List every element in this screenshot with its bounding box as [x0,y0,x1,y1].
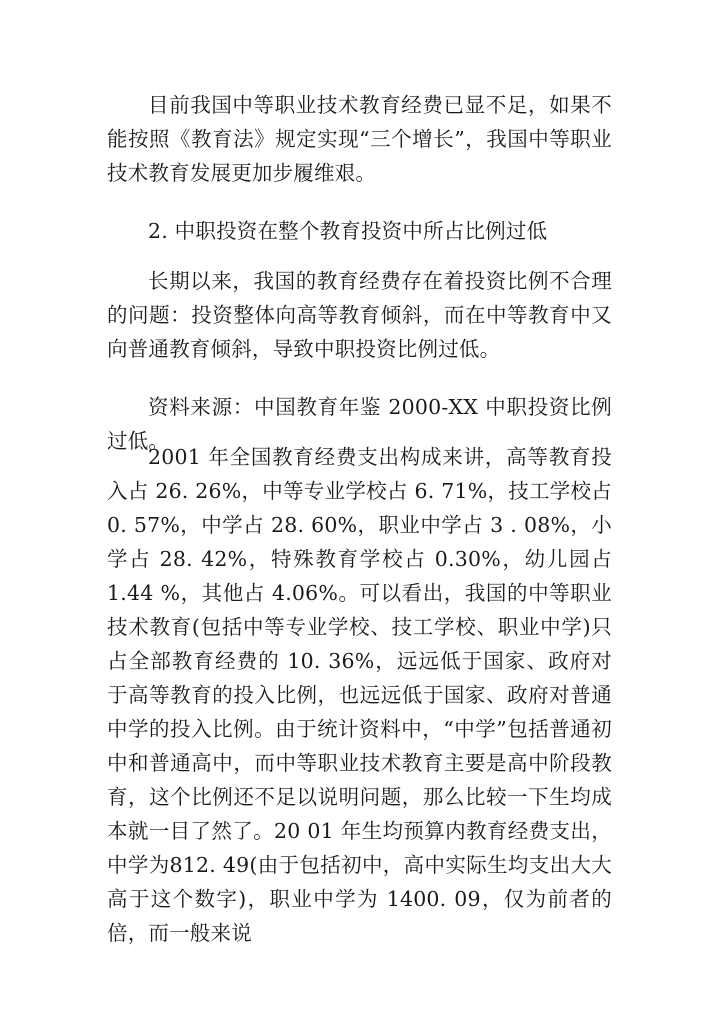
section-heading: 2. 中职投资在整个教育投资中所占比例过低 [148,219,548,243]
paragraph-data-source: 资料来源：中国教育年鉴 2000-XX 中职投资比例过低。 [107,395,612,453]
paragraph-funding-shortage: 目前我国中等职业技术教育经费已显不足，如果不能按照《教育法》规定实现“三个增长”，我国中等职业技术教育发展更加步履维艰。 [107,93,612,185]
paragraph-investment-ratio: 长期以来，我国的教育经费存在着投资比例不合理的问题：投资整体向高等教育倾斜，而在中等教育中又向普通教育倾斜，导致中职投资比例过低。 [107,269,612,361]
paragraph-expenditure-2001: 2001 年全国教育经费支出构成来讲，高等教育投入占 26. 26%，中等专业学校占 6. 71%，技工学校占 0. 57%，中学占 28. 60%，职业中学占 3 . 08%，小学占 28. 42%，特殊教育学校占 0.30%，幼儿园占 1.44 %，其他占 4.06%。可以看出，我国的中等职业技术教育(包括中等专业学校、技工学校、职业中学)只占全部教育经费的 10. 36%，远远低于国家、政府对于高等教育的投入比例，也远远低于国家、政府对普通中学的投入比例。由于统计资料中，“中学”包括普通初中和普通高中，而中等职业技术教育主要是高中阶段教育，这个比例还不足以说明问题，那么比较一下生均成本就一目了然了。20 01 年生均预算内教育经费支出，中学为812. 49(由于包括初中，高中实际生均支出大大高于这个数字)，职业中学为 1400. 09，仅为前者的倍，而一般来说 [107,445,612,945]
